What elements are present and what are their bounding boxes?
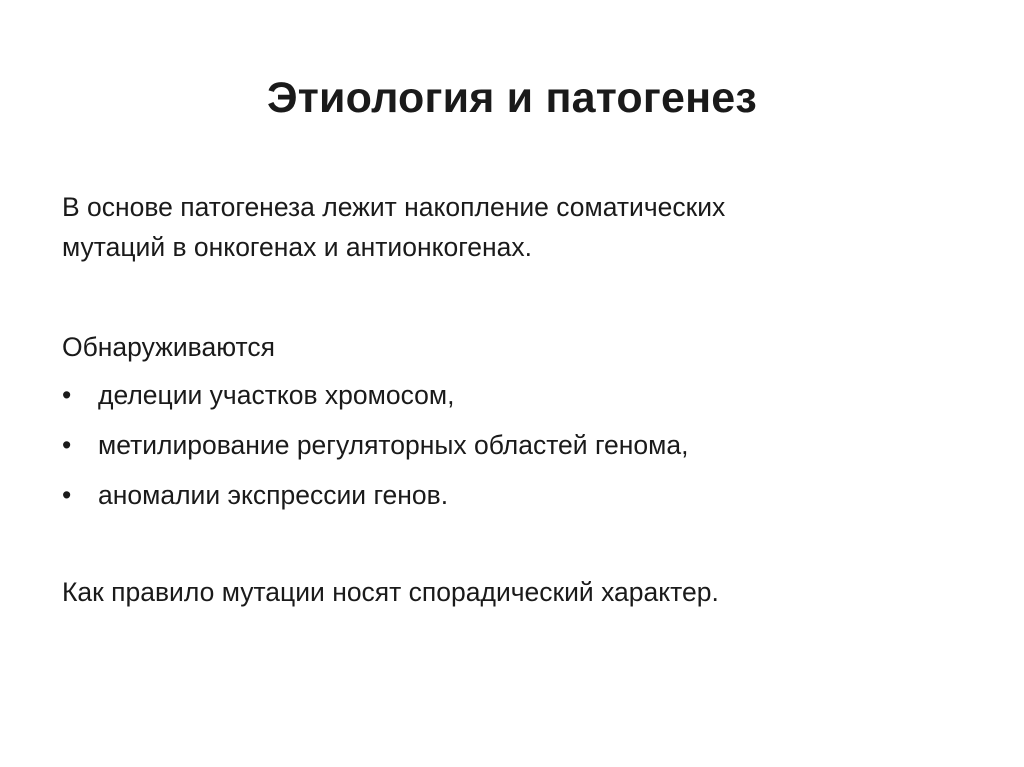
bullet-text: делеции участков хромосом,	[98, 380, 455, 410]
bullet-list	[62, 375, 962, 525]
intro-line: В основе патогенеза лежит накопление соматических	[62, 192, 726, 222]
conclusion-text: Как правило мутации носят спорадический характер.	[62, 577, 719, 607]
intro-paragraph	[62, 187, 962, 267]
intro-line: мутаций в онкогенах и антионкогенах.	[62, 232, 533, 262]
bullet-item	[62, 425, 962, 465]
slide-title: Этиология и патогенез	[267, 74, 757, 122]
bullet-text: метилирование регуляторных областей генома,	[98, 430, 689, 460]
bullet-icon: •	[62, 480, 72, 510]
bullet-icon: •	[62, 380, 72, 410]
bullet-text: аномалии экспрессии генов.	[98, 480, 449, 510]
found-label: Обнаруживаются	[62, 332, 275, 362]
bullet-icon: •	[62, 430, 72, 460]
bullet-item	[62, 475, 962, 515]
bullet-item	[62, 375, 962, 415]
